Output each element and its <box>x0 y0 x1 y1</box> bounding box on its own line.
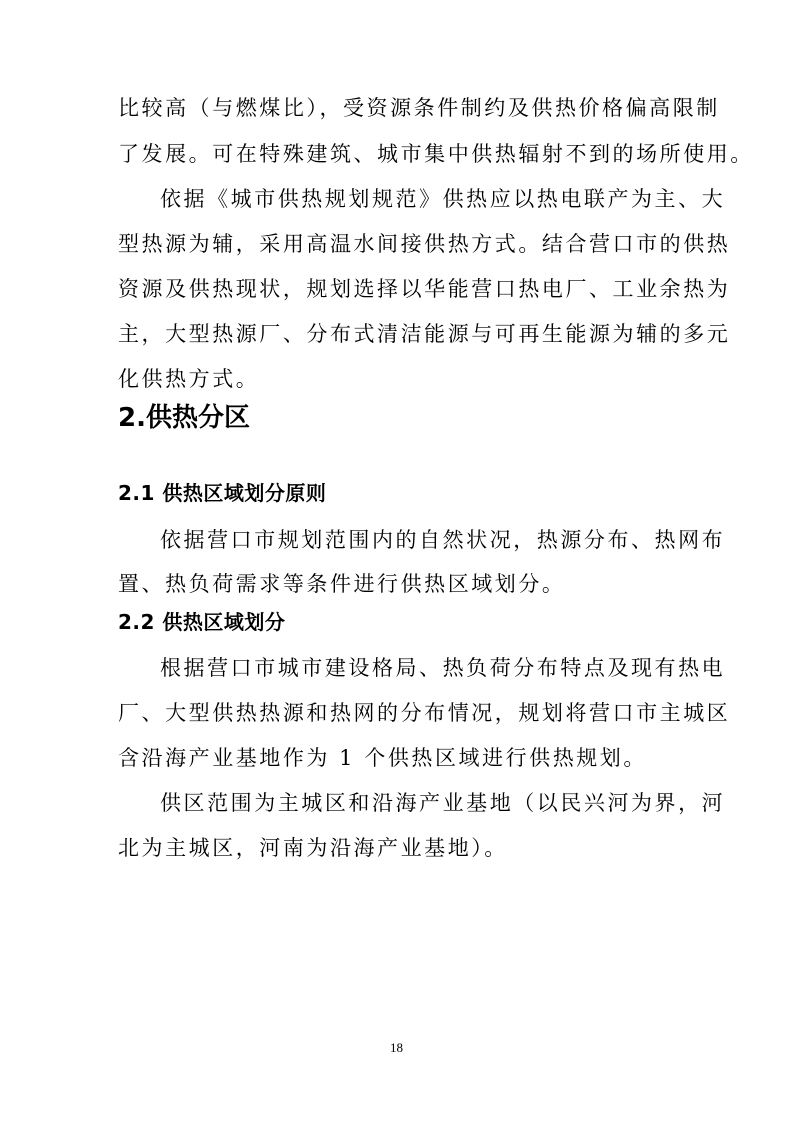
body-text-line: 根据营口市城市建设格局、热负荷分布特点及现有热电 <box>160 656 726 680</box>
page-number: 18 <box>390 1040 403 1055</box>
body-text-line: 依据《城市供热规划规范》供热应以热电联产为主、大 <box>160 187 726 211</box>
body-text-line: 含沿海产业基地作为 1 个供热区域进行供热规划。 <box>118 746 647 770</box>
subsection-heading: 2.1 供热区域划分原则 <box>118 481 327 505</box>
body-text-line: 厂、大型供热热源和热网的分布情况，规划将营口市主城区 <box>118 701 731 725</box>
body-text-line: 了发展。可在特殊建筑、城市集中供热辐射不到的场所使用。 <box>118 142 754 166</box>
subsection-heading: 2.2 供热区域划分 <box>118 610 286 634</box>
body-text-line: 比较高（与燃煤比），受资源条件制约及供热价格偏高限制 <box>118 96 720 120</box>
body-text-line: 资源及供热现状，规划选择以华能营口热电厂、工业余热为 <box>118 277 731 301</box>
section-heading: 2.供热分区 <box>118 403 250 433</box>
body-text-line: 供区范围为主城区和沿海产业基地（以民兴河为界，河 <box>160 791 726 815</box>
body-text-line: 置、热负荷需求等条件进行供热区域划分。 <box>118 572 566 596</box>
body-text-line: 主，大型热源厂、分布式清洁能源与可再生能源为辅的多元 <box>118 322 731 346</box>
body-text-line: 型热源为辅，采用高温水间接供热方式。结合营口市的供热 <box>118 232 731 256</box>
body-text-line: 北为主城区，河南为沿海产业基地）。 <box>118 836 508 860</box>
body-text-line: 化供热方式。 <box>118 367 260 391</box>
body-text-line: 依据营口市规划范围内的自然状况，热源分布、热网布 <box>160 528 726 552</box>
